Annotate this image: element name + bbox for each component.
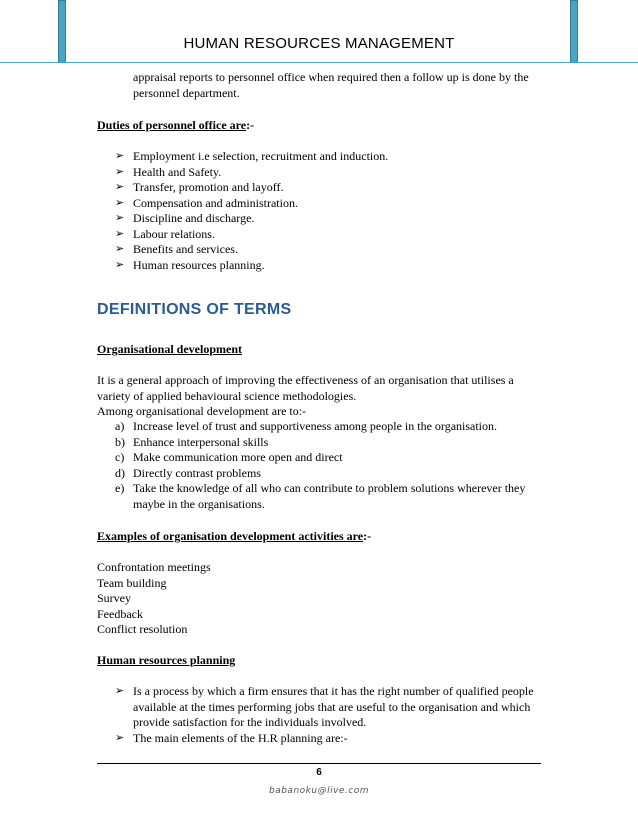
list-item: c) Make communication more open and direct bbox=[115, 450, 343, 464]
org-dev-heading-text: Organisational development bbox=[97, 342, 243, 356]
page-number: 6 bbox=[316, 767, 322, 778]
list-item: ➢ Is a process by which a firm ensures that it has the right number of qualified people available at the times performing jobs that are useful to the organisation and which provide satisfaction for the individuals involved. bbox=[115, 684, 534, 729]
footer-rule bbox=[97, 763, 541, 764]
list-item: Survey bbox=[97, 591, 131, 605]
footer-email: babanoku@live.com bbox=[268, 786, 370, 796]
list-item: ➢ Compensation and administration. bbox=[115, 195, 298, 210]
section-title: DEFINITIONS OF TERMS bbox=[97, 301, 292, 318]
duties-list bbox=[115, 149, 535, 273]
examples-heading: Examples of organisation development activities are:- bbox=[97, 529, 372, 543]
list-item: a) Increase level of trust and supportiveness among people in the organisation. bbox=[115, 419, 498, 433]
arrow-bullet-icon: ➢ bbox=[115, 196, 125, 209]
arrow-bullet-icon: ➢ bbox=[115, 243, 125, 255]
list-item: ➢ Health and Safety. bbox=[115, 164, 222, 179]
arrow-bullet-icon: ➢ bbox=[115, 258, 125, 271]
examples-list bbox=[97, 560, 547, 638]
list-item: ➢ Labour relations. bbox=[115, 226, 215, 241]
list-item: ➢ The main elements of the H.R planning are:- bbox=[115, 730, 348, 745]
intro-line: appraisal reports to personnel office when required then a follow up is done by the bbox=[133, 70, 529, 84]
examples-heading-text: Examples of organisation development activities are bbox=[97, 529, 364, 543]
hr-planning-list bbox=[115, 684, 535, 746]
arrow-bullet-icon: ➢ bbox=[115, 212, 125, 224]
org-dev-heading bbox=[97, 342, 547, 358]
hr-planning-heading-text: Human resources planning bbox=[97, 653, 236, 667]
list-item: b) Enhance interpersonal skills bbox=[115, 434, 269, 449]
org-dev-list bbox=[115, 419, 535, 512]
duties-heading-text: Duties of personnel office are bbox=[97, 118, 247, 132]
intro-paragraph bbox=[133, 70, 553, 101]
arrow-bullet-icon: ➢ bbox=[115, 685, 125, 697]
list-item: ➢ Employment i.e selection, recruitment and induction. bbox=[115, 149, 389, 163]
header-left-bar bbox=[58, 0, 66, 63]
arrow-bullet-icon: ➢ bbox=[115, 227, 125, 240]
paragraph-line: variety of applied behavioural science methodologies. bbox=[97, 388, 357, 403]
hr-planning-heading bbox=[97, 653, 547, 669]
list-item: e) Take the knowledge of all who can contribute to problem solutions wherever they maybe in the organisations. bbox=[115, 481, 526, 511]
header-rule bbox=[0, 62, 638, 63]
arrow-bullet-icon: ➢ bbox=[115, 150, 125, 162]
org-dev-paragraph bbox=[97, 373, 557, 420]
list-item: Confrontation meetings bbox=[97, 560, 211, 574]
duties-heading bbox=[97, 118, 547, 134]
list-item: ➢ Discipline and discharge. bbox=[115, 211, 255, 225]
list-item: ➢ Human resources planning. bbox=[115, 257, 265, 272]
header-right-bar bbox=[570, 0, 578, 63]
list-item: Feedback bbox=[97, 606, 143, 621]
duties-heading-suffix: :- bbox=[246, 118, 255, 132]
arrow-bullet-icon: ➢ bbox=[115, 181, 125, 193]
arrow-bullet-icon: ➢ bbox=[115, 731, 125, 744]
intro-line: personnel department. bbox=[133, 85, 240, 100]
paragraph-line: It is a general approach of improving the effectiveness of an organisation that utilises a bbox=[97, 373, 514, 387]
list-item: ➢ Benefits and services. bbox=[115, 242, 238, 256]
list-item: Conflict resolution bbox=[97, 622, 188, 636]
list-item: ➢ Transfer, promotion and layoff. bbox=[115, 180, 284, 194]
paragraph-line: Among organisational development are to:- bbox=[97, 404, 307, 418]
list-item: Team building bbox=[97, 575, 167, 590]
header-title: HUMAN RESOURCES MANAGEMENT bbox=[183, 35, 455, 52]
list-item: d) Directly contrast problems bbox=[115, 465, 261, 480]
arrow-bullet-icon: ➢ bbox=[115, 165, 125, 178]
